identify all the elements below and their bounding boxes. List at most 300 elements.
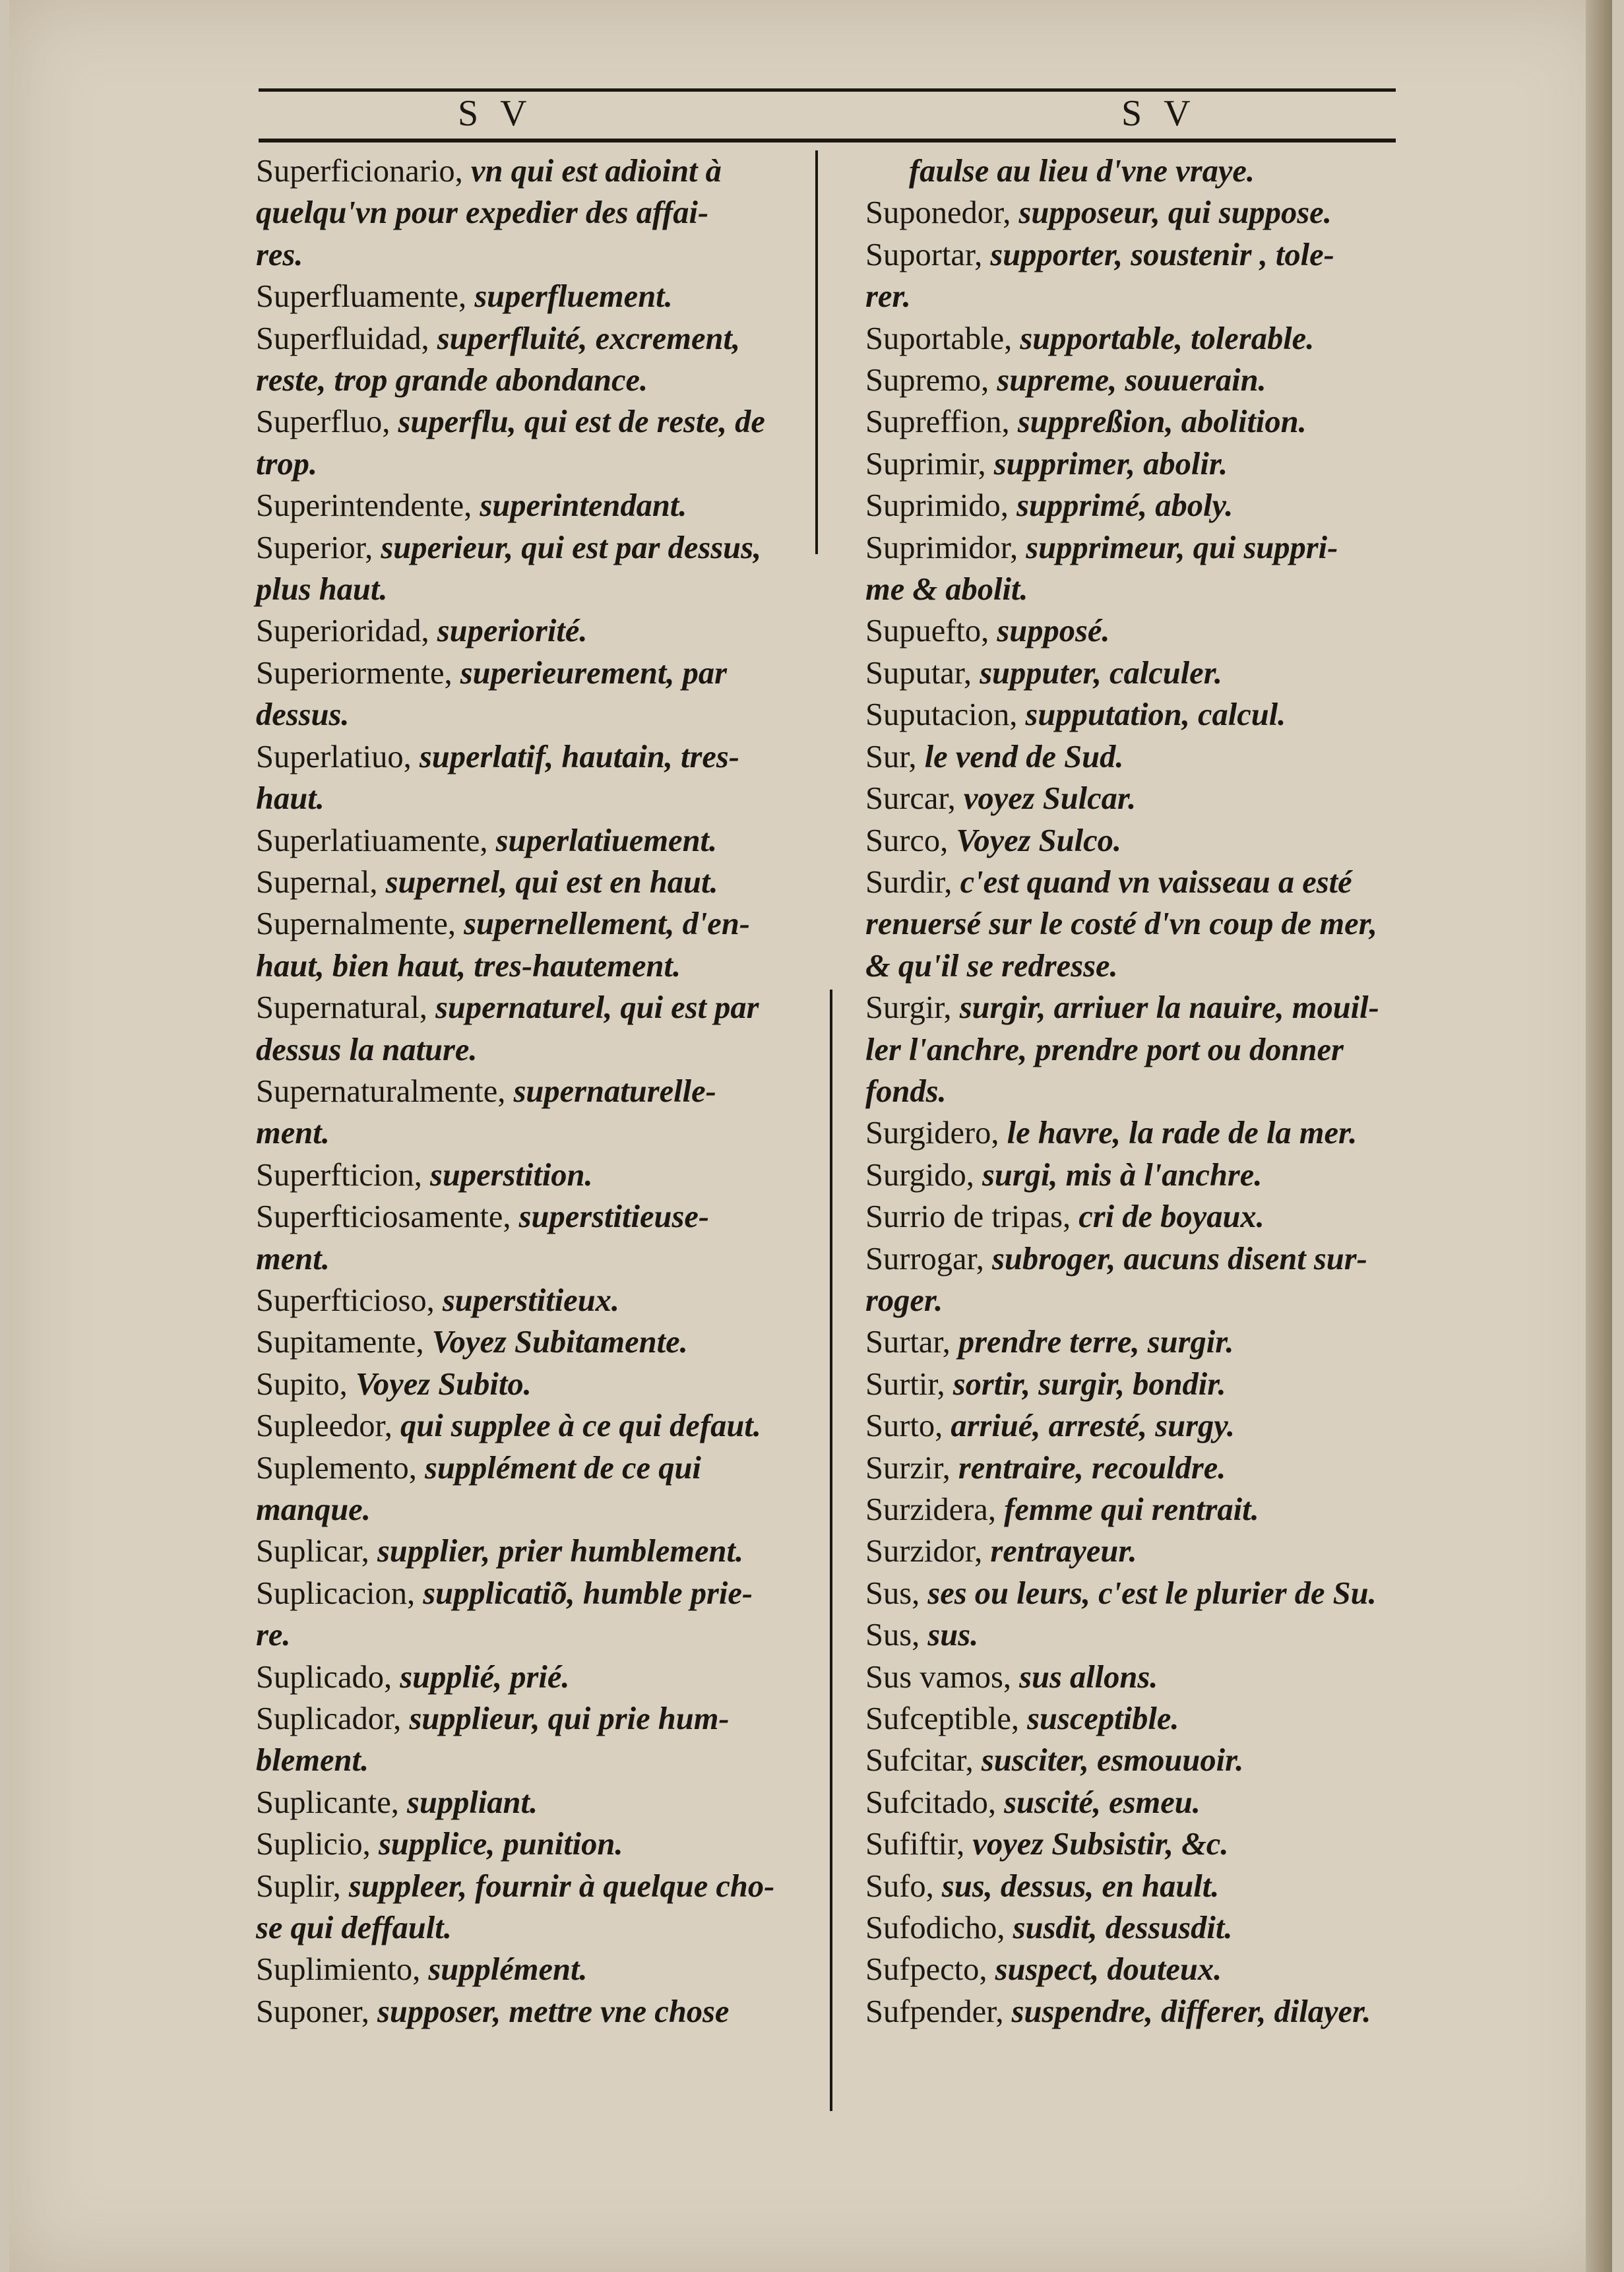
definition: sus allons. [1011,1659,1158,1695]
entry-line [865,1573,1420,1614]
entry-line [256,401,810,443]
dictionary-entry [256,485,810,526]
entry-line [256,1447,810,1489]
entry-line [256,192,810,234]
headword: Superiormente, [256,655,453,691]
headword: Supernatural, [256,990,427,1026]
entry-line [865,1321,1420,1363]
entry-line [865,1196,1420,1238]
entry-line [256,736,810,778]
dictionary-entry [256,1573,810,1657]
definition: suspect, douteux. [987,1952,1222,1988]
entry-line [256,360,810,401]
headword: Suplicar, [256,1534,369,1569]
entry-line [865,1614,1420,1656]
definition: supplieur, qui prie hum- [401,1701,730,1737]
definition: roger. [865,1282,943,1318]
entry-line [256,1405,810,1447]
definition: supprimer, abolir. [985,446,1228,482]
entry-line [256,1154,810,1196]
definition: supposer, mettre vne chose [369,1994,730,2029]
definition: susceptible. [1019,1701,1179,1737]
definition: rer. [865,279,911,315]
entry-line [256,1573,810,1614]
definition: supernel, qui est en haut. [377,864,718,900]
headword: Superfluo, [256,404,390,440]
headword: Suponedor, [865,195,1011,231]
dictionary-entry [256,987,810,1071]
dictionary-entry [865,1154,1420,1196]
definition: superfluité, excrement, [429,321,741,356]
headword: Sufo, [865,1868,934,1904]
entry-line [865,485,1420,526]
definition: superieurement, par [452,655,727,691]
entry-line [865,820,1420,862]
definition: femme qui rentrait. [995,1492,1259,1527]
headword: Surdir, [865,864,953,900]
definition: suscité, esmeu. [996,1784,1201,1820]
headword: Sus, [865,1575,920,1611]
headword: Surrogar, [865,1241,984,1277]
headword: Suponer, [256,1994,369,2029]
dictionary-entry [256,1071,810,1154]
entry-line [256,987,810,1028]
definition: rentraire, recouldre. [950,1450,1226,1486]
definition: res. [256,237,303,272]
definition: supreme, souuerain. [989,363,1266,398]
headword: Superfluidad, [256,321,429,356]
dictionary-entry [256,1447,810,1531]
dictionary-entry [865,1823,1420,1865]
definition: rentrayeur. [982,1534,1137,1569]
entry-line [256,694,810,736]
headword: Sus, [865,1618,920,1653]
entry-line [865,234,1420,276]
entry-line [865,1029,1420,1071]
headword: Supitamente, [256,1325,424,1360]
entry-line [865,1866,1420,1907]
entry-line [256,945,810,987]
headword: Suportar, [865,237,983,272]
entry-line [865,1364,1420,1405]
headword: Sufodicho, [865,1910,1005,1946]
definition: cri de boyaux. [1071,1199,1265,1235]
entry-line [865,192,1420,234]
dictionary-entry [865,1991,1420,2033]
headword: Surrio de tripas, [865,1199,1071,1235]
entry-line [256,150,810,192]
definition: reste, trop grande abondance. [256,363,648,398]
headword: Surto, [865,1408,943,1444]
dictionary-entry [256,276,810,317]
column-divider-lower [830,990,832,2111]
headword: Surzir, [865,1450,951,1486]
entry-line [865,862,1420,903]
entry-line [256,820,810,862]
dictionary-entry [865,1447,1420,1489]
entry-line [256,1071,810,1112]
definition: suspendre, differer, dilayer. [1003,1994,1371,2029]
continuation-definition: faulse au lieu d'vne vraye. [909,154,1255,189]
entry-line [256,1238,810,1280]
definition: susciter, esmouuoir. [973,1743,1244,1779]
dictionary-entry [865,318,1420,360]
headword: Sus vamos, [865,1659,1011,1695]
entry-line [865,1949,1420,1990]
definition: ment. [256,1241,330,1277]
dictionary-entry [865,694,1420,736]
dictionary-entry [256,1364,810,1405]
definition: supernaturelle- [505,1073,716,1109]
dictionary-entry [256,1530,810,1572]
dictionary-entry [256,862,810,903]
page-spine-edge [1586,0,1612,2272]
dictionary-entry [256,1991,810,2033]
right-column [865,150,1420,2033]
headword: Sufcitado, [865,1784,997,1820]
dictionary-entry [865,1614,1420,1656]
definition: sortir, surgir, bondir. [945,1366,1226,1402]
definition: qui supplee à ce qui defaut. [392,1408,761,1444]
headword: Superior, [256,530,373,565]
entry-line [865,1698,1420,1740]
definition: supplice, punition. [370,1827,623,1862]
entry-line [865,1112,1420,1154]
definition: subroger, aucuns disent sur- [984,1241,1367,1277]
dictionary-entry [256,1949,810,1990]
dictionary-entry [865,1740,1420,1781]
definition: quelqu'vn pour expedier des affai- [256,195,709,231]
dictionary-entry [256,903,810,987]
dictionary-entry [865,1698,1420,1740]
book-page [9,0,1612,2272]
definition: haut, bien haut, tres-hautement. [256,948,681,984]
headword: Surcar, [865,781,956,817]
entry-line [256,1907,810,1949]
dictionary-entry [256,1698,810,1782]
dictionary-entry [865,1405,1420,1447]
headword: Superlatiuamente, [256,823,488,858]
headword: Sufpecto, [865,1952,987,1988]
entry-line [865,1907,1420,1949]
headword: Suplicador, [256,1701,402,1737]
left-column [256,150,810,2033]
dictionary-entry [865,1866,1420,1907]
dictionary-entry [256,527,810,611]
definition: dessus. [256,697,350,733]
running-head-left: S V [458,93,534,134]
entry-line [865,1489,1420,1530]
definition: trop. [256,446,317,482]
entry-line [865,1238,1420,1280]
entry-line [865,401,1420,443]
dictionary-entry [256,1405,810,1447]
headword: Suprimidor, [865,530,1018,565]
entry-line [865,1657,1420,1698]
definition: suppliant. [398,1784,538,1820]
headword: Supernaturalmente, [256,1073,506,1109]
entry-line [256,1657,810,1698]
definition: superstitieux. [434,1282,620,1318]
headword: Sur, [865,739,917,774]
definition: le havre, la rade de la mer. [999,1116,1358,1151]
headword: Sufceptible, [865,1701,1020,1737]
dictionary-entry [865,1196,1420,1238]
entry-line [256,318,810,360]
entry-line [256,1321,810,1363]
dictionary-entry [865,1489,1420,1530]
entry-line [256,610,810,652]
entry-line [865,276,1420,317]
entry-line [865,1530,1420,1572]
definition: supplier, prier humblement. [369,1534,744,1569]
header-bottom-rule [259,139,1396,142]
dictionary-entry [256,652,810,736]
headword: Surzidor, [865,1534,983,1569]
dictionary-entry [865,1530,1420,1572]
dictionary-entry [865,1573,1420,1614]
headword: Superfticiosamente, [256,1199,511,1235]
definition: plus haut. [256,572,388,608]
headword: Surgir, [865,990,952,1026]
dictionary-entry [256,1196,810,1280]
definition: supputer, calculer. [972,655,1223,691]
headword: Supleedor, [256,1408,392,1444]
entry-line [865,1280,1420,1321]
dictionary-entry [865,1657,1420,1698]
definition: supprimé, aboly. [1008,488,1234,524]
definition: susdit, dessusdit. [1005,1910,1233,1946]
dictionary-entry [256,1321,810,1363]
dictionary-entry [865,527,1420,611]
definition: voyez Subsistir, &c. [964,1827,1229,1862]
dictionary-entry [865,1782,1420,1823]
headword: Suputacion, [865,697,1018,733]
entry-line [256,276,810,317]
definition: supputation, calcul. [1017,697,1286,733]
entry-line [256,1782,810,1823]
dictionary-entry [256,736,810,820]
dictionary-entry [865,778,1420,819]
definition: superstition. [422,1157,593,1193]
headword: Surgido, [865,1157,974,1193]
definition: Voyez Subitamente. [423,1325,688,1360]
definition: re. [256,1618,291,1653]
definition: supposé. [989,614,1110,649]
entry-line [256,1530,810,1572]
headword: Suportable, [865,321,1013,356]
headword: Surtar, [865,1325,951,1360]
entry-line [865,610,1420,652]
definition: renuersé sur le costé d'vn coup de mer, [865,906,1377,942]
headword: Suplicio, [256,1827,371,1862]
definition: sus, dessus, en hault. [933,1868,1220,1904]
dictionary-entry [865,485,1420,526]
definition: superflu, qui est de reste, de [390,404,765,440]
dictionary-entry [865,1321,1420,1363]
entry-line [256,527,810,569]
definition: le vend de Sud. [916,739,1124,774]
entry-line [865,443,1420,485]
entry-line [865,1405,1420,1447]
definition: voyez Sulcar. [955,781,1137,817]
entry-line [256,1029,810,1071]
headword: Suplimiento, [256,1952,421,1988]
definition: surgi, mis à l'anchre. [974,1157,1263,1193]
entry-line [865,1782,1420,1823]
headword: Superfticioso, [256,1282,435,1318]
definition: prendre terre, surgir. [950,1325,1234,1360]
entry-line [865,360,1420,401]
definition: haut. [256,781,325,817]
dictionary-entry [256,1280,810,1321]
entry-line [865,1740,1420,1781]
entry-line [865,318,1420,360]
definition: ler l'anchre, prendre port ou donner [865,1032,1344,1067]
dictionary-entry [865,987,1420,1112]
definition: me & abolit. [865,572,1028,608]
headword: Superlatiuo, [256,739,412,774]
entry-line [865,1823,1420,1865]
definition: ment. [256,1116,330,1151]
entry-line [256,1364,810,1405]
headword: Supito, [256,1366,348,1402]
headword: Suplicacion, [256,1575,416,1611]
headword: Suputar, [865,655,972,691]
definition: supportable, tolerable. [1012,321,1315,356]
definition: supplié, prié. [392,1659,570,1695]
definition: superieur, qui est par dessus, [373,530,762,565]
headword: Supuefto, [865,614,989,649]
dictionary-entry [865,1238,1420,1322]
dictionary-entry [256,610,810,652]
definition: supplicatiõ, humble prie- [415,1575,753,1611]
dictionary-entry [865,862,1420,987]
dictionary-entry [865,736,1420,778]
headword: Suprimir, [865,446,986,482]
definition: supplément de ce qui [416,1450,701,1486]
definition: supporter, soustenir , tole- [982,237,1334,272]
entry-line [865,945,1420,987]
dictionary-entry [256,318,810,402]
dictionary-entry [256,1782,810,1823]
entry-line [256,1489,810,1530]
entry-line [256,569,810,610]
dictionary-entry [865,1907,1420,1949]
entry-line [256,1823,810,1865]
definition: arriué, arresté, surgy. [943,1408,1235,1444]
headword: Suplicado, [256,1659,392,1695]
dictionary-entry [256,1866,810,1949]
entry-line [256,1866,810,1907]
headword: Suplicante, [256,1784,399,1820]
headword: Superintendente, [256,488,472,524]
headword: Suplemento, [256,1450,417,1486]
dictionary-entry [865,1112,1420,1154]
definition: ses ou leurs, c'est le plurier de Su. [920,1575,1377,1611]
headword: Surzidera, [865,1492,996,1527]
headword: Supernalmente, [256,906,456,942]
entry-line [865,1447,1420,1489]
definition: superlatif, hautain, tres- [411,739,739,774]
dictionary-entry [865,360,1420,401]
definition: surgir, arriuer la nauire, mouil- [951,990,1379,1026]
entry-line [256,778,810,819]
definition: Voyez Subito. [347,1366,532,1402]
dictionary-entry [865,820,1420,862]
headword: Superfticion, [256,1157,422,1193]
definition: superiorité. [429,614,588,649]
definition: supernellement, d'en- [456,906,750,942]
continuation-line [865,150,1420,192]
running-head-right: S V [1121,93,1197,134]
entry-line [865,1991,1420,2033]
entry-line [256,1949,810,1990]
definition: suppreßion, abolition. [1009,404,1307,440]
entry-line [256,1112,810,1154]
entry-line [256,1614,810,1656]
dictionary-entry [865,1364,1420,1405]
dictionary-entry [256,401,810,485]
dictionary-entry [865,401,1420,443]
definition: suppleer, fournir à quelque cho- [340,1868,775,1904]
headword: Sufpender, [865,1994,1004,2029]
entry-line [865,694,1420,736]
definition: Voyez Sulco. [948,823,1122,858]
headword: Surco, [865,823,949,858]
entry-line [865,652,1420,694]
headword: Superfluamente, [256,279,467,315]
entry-line [256,234,810,276]
entry-line [256,1698,810,1740]
entry-line [256,862,810,903]
entry-line [256,1196,810,1238]
entry-line [865,736,1420,778]
definition: & qu'il se redresse. [865,948,1118,984]
entry-line [865,527,1420,569]
dictionary-entry [865,652,1420,694]
definition: supprimeur, qui suppri- [1018,530,1338,565]
definition: superlatiuement. [487,823,718,858]
definition: se qui deffault. [256,1910,452,1946]
headword: Sufiftir, [865,1827,965,1862]
entry-line [865,569,1420,610]
definition: blement. [256,1743,369,1779]
definition: fonds. [865,1073,947,1109]
entry-line [256,443,810,485]
definition: supplément. [420,1952,588,1988]
dictionary-entry [865,192,1420,234]
entry-line [865,1071,1420,1112]
headword: Supernal, [256,864,378,900]
entry-line [865,903,1420,945]
headword: Surgidero, [865,1116,999,1151]
entry-line [865,1154,1420,1196]
entry-line [865,778,1420,819]
definition: dessus la nature. [256,1032,478,1067]
dictionary-entry [865,1949,1420,1990]
entry-line [865,987,1420,1028]
dictionary-entry [865,443,1420,485]
headword: Surtir, [865,1366,945,1402]
entry-line [256,652,810,694]
header-top-rule [259,88,1396,92]
dictionary-entry [256,820,810,862]
headword: Supremo, [865,363,989,398]
dictionary-entry [256,150,810,276]
definition: superintendant. [472,488,687,524]
definition: supernaturel, qui est par [427,990,759,1026]
